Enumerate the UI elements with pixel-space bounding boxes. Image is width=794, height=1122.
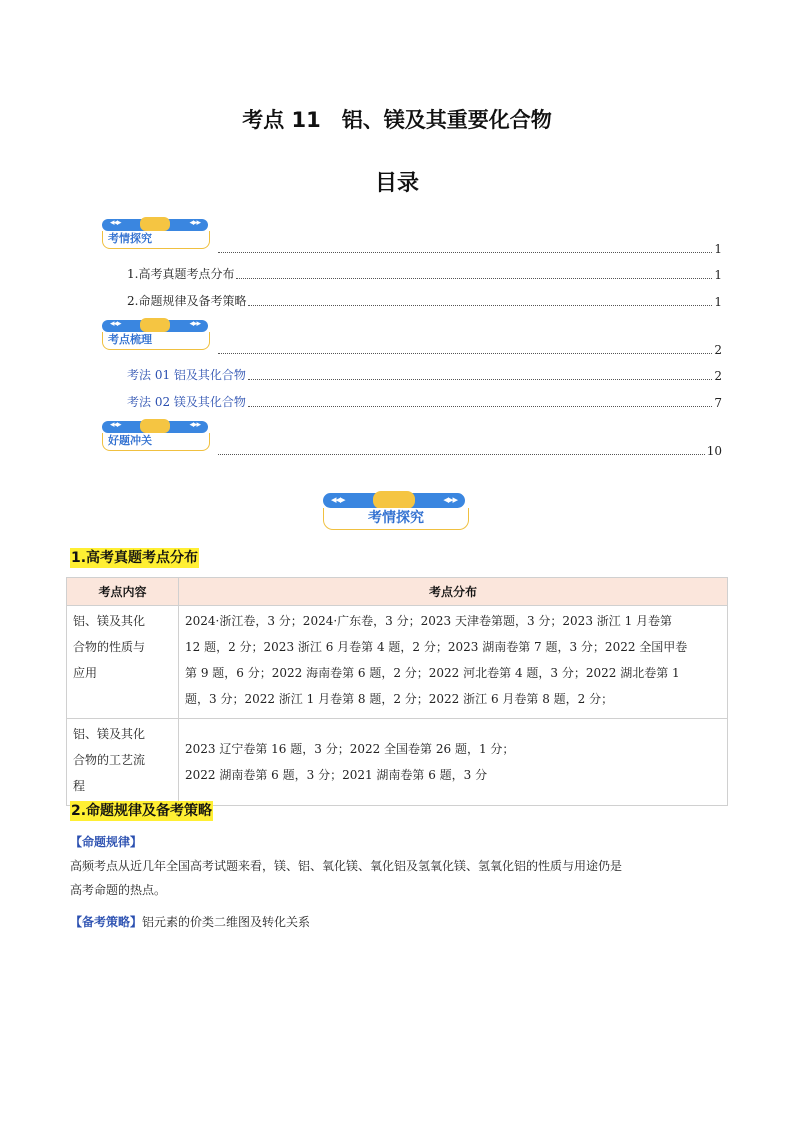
arrow-right-icon: ◂▸▸ <box>189 420 200 430</box>
table-header-row <box>67 578 728 606</box>
cell-line: 应用 <box>73 666 98 680</box>
toc-entry-method1[interactable] <box>127 367 722 383</box>
arrow-right-icon: ◂▸▸ <box>189 319 200 329</box>
toc-page: 2 <box>714 343 722 357</box>
rule-label: 【命题规律】 <box>70 835 143 849</box>
toc-entry-method2[interactable] <box>127 394 722 410</box>
cell-line: 合物的性质与 <box>73 640 146 654</box>
table-row <box>67 719 728 806</box>
arrow-left-icon: ◂◂▸ <box>110 319 121 329</box>
cell-line: 2024·浙江卷，3 分；2024·广东卷，3 分；2023 天津卷第题，3 分；2023 浙江 1 月卷第 <box>185 614 673 628</box>
cell-line: 2022 湖南卷第 6 题，3 分；2021 湖南卷第 6 题，3 分 <box>185 768 488 782</box>
badge-label: 考情探究 <box>368 510 424 526</box>
toc-entry-kaodian[interactable] <box>216 341 722 357</box>
toc-entry-haoti[interactable] <box>216 442 722 458</box>
table-cell-dist <box>179 606 728 719</box>
table-row <box>67 606 728 719</box>
document-title: 考点 11 铝、镁及其重要化合物 <box>242 108 552 132</box>
strategy-label: 【备考策略】 <box>70 915 143 929</box>
table-header: 考点分布 <box>179 578 728 606</box>
section-badge-kaoqing <box>323 493 469 531</box>
toc-title: 目录 <box>374 171 419 196</box>
cell-line: 程 <box>73 779 86 793</box>
toc-text: 2.命题规律及备考策略 <box>127 294 247 308</box>
toc-page: 10 <box>706 444 722 458</box>
toc-page: 7 <box>714 396 722 410</box>
toc-page: 1 <box>714 268 722 282</box>
arrow-right-icon: ◂▸▸ <box>189 218 200 228</box>
badge-label: 考点梳理 <box>108 333 152 346</box>
badge-kaodian[interactable] <box>102 320 210 350</box>
arrow-right-icon: ◂▸▸ <box>443 493 457 506</box>
table-header: 考点内容 <box>67 578 179 606</box>
table-cell-dist <box>179 719 728 806</box>
badge-label: 好题冲关 <box>108 434 152 447</box>
cell-line: 第 9 题，6 分；2022 海南卷第 6 题，2 分；2022 河北卷第 4 题，3 分；2022 湖北卷第 1 <box>185 666 680 680</box>
badge-kaoqing[interactable] <box>102 219 210 249</box>
exam-distribution-table <box>66 577 728 806</box>
strategy-text: 铝元素的价类二维图及转化关系 <box>142 915 311 929</box>
cell-line: 题，3 分；2022 浙江 1 月卷第 8 题，2 分；2022 浙江 6 月卷第 8 题，2 分； <box>185 692 614 706</box>
toc-text: 1.高考真题考点分布 <box>127 267 235 281</box>
badge-haoti[interactable] <box>102 421 210 451</box>
cell-line: 12 题，2 分；2023 浙江 6 月卷第 4 题，2 分；2023 湖南卷第 7 题，3 分；2022 全国甲卷 <box>185 640 688 654</box>
toc-text: 考法 02 镁及其化合物 <box>127 395 246 409</box>
section-heading-1: 1.高考真题考点分布 <box>71 550 199 566</box>
table-cell-topic <box>67 719 179 806</box>
arrow-left-icon: ◂◂▸ <box>110 420 121 430</box>
toc-page: 1 <box>714 295 722 309</box>
rule-text-line: 高频考点从近几年全国高考试题来看，镁、铝、氧化镁、氧化铝及氢氧化镁、氢氧化铝的性质与用途仍是 <box>70 859 623 873</box>
arrow-left-icon: ◂◂▸ <box>110 218 121 228</box>
toc-text: 考法 01 铝及其化合物 <box>127 368 246 382</box>
table-cell-topic <box>67 606 179 719</box>
toc-entry-item2[interactable] <box>127 293 722 309</box>
toc-page: 1 <box>714 242 722 256</box>
toc-entry-item1[interactable] <box>127 266 722 282</box>
cell-line: 合物的工艺流 <box>73 753 146 767</box>
badge-label: 考情探究 <box>108 232 152 245</box>
cell-line: 铝、镁及其化 <box>73 727 146 741</box>
rule-text <box>70 854 730 902</box>
cell-line: 2023 辽宁卷第 16 题，3 分；2022 全国卷第 26 题，1 分； <box>185 742 515 756</box>
section-heading-2: 2.命题规律及备考策略 <box>71 803 213 819</box>
cell-line: 铝、镁及其化 <box>73 614 146 628</box>
toc-entry-kaoqing[interactable] <box>216 240 722 256</box>
toc-page: 2 <box>714 369 722 383</box>
rule-text-line: 高考命题的热点。 <box>70 883 167 897</box>
strategy-paragraph <box>70 910 730 934</box>
arrow-left-icon: ◂◂▸ <box>331 493 345 506</box>
